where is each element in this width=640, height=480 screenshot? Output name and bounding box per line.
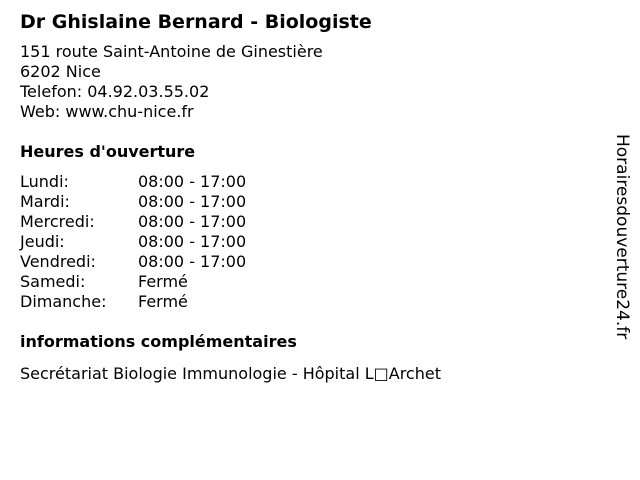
hours-row-vendredi — [20, 252, 590, 272]
hours-time: 08:00 - 17:00 — [138, 192, 247, 211]
hours-time: 08:00 - 17:00 — [138, 252, 247, 271]
address-city: 6202 Nice — [20, 62, 101, 81]
hours-day: Jeudi: — [20, 232, 65, 251]
hours-row-samedi — [20, 272, 590, 292]
hours-time: Fermé — [138, 272, 188, 291]
hours-table — [20, 172, 590, 312]
business-card — [20, 10, 590, 384]
hours-day: Dimanche: — [20, 292, 107, 311]
info-text: Secrétariat Biologie Immunologie - Hôpital L□Archet — [20, 364, 441, 383]
hours-time: Fermé — [138, 292, 188, 311]
hours-row-lundi — [20, 172, 590, 192]
hours-row-mardi — [20, 192, 590, 212]
hours-day: Mardi: — [20, 192, 70, 211]
site-watermark: Horairesdouverture24.fr — [612, 134, 632, 340]
hours-heading: Heures d'ouverture — [20, 142, 196, 161]
business-title: Dr Ghislaine Bernard - Biologiste — [20, 11, 372, 33]
hours-day: Samedi: — [20, 272, 86, 291]
hours-day: Lundi: — [20, 172, 69, 191]
hours-row-mercredi — [20, 212, 590, 232]
hours-time: 08:00 - 17:00 — [138, 172, 247, 191]
hours-time: 08:00 - 17:00 — [138, 232, 247, 251]
hours-day: Mercredi: — [20, 212, 95, 231]
contact-block — [20, 42, 590, 122]
hours-row-jeudi — [20, 232, 590, 252]
web-line: Web: www.chu-nice.fr — [20, 102, 194, 121]
hours-time: 08:00 - 17:00 — [138, 212, 247, 231]
address-street: 151 route Saint-Antoine de Ginestière — [20, 42, 323, 61]
hours-day: Vendredi: — [20, 252, 96, 271]
hours-row-dimanche — [20, 292, 590, 312]
phone-line: Telefon: 04.92.03.55.02 — [20, 82, 210, 101]
info-heading: informations complémentaires — [20, 332, 297, 351]
